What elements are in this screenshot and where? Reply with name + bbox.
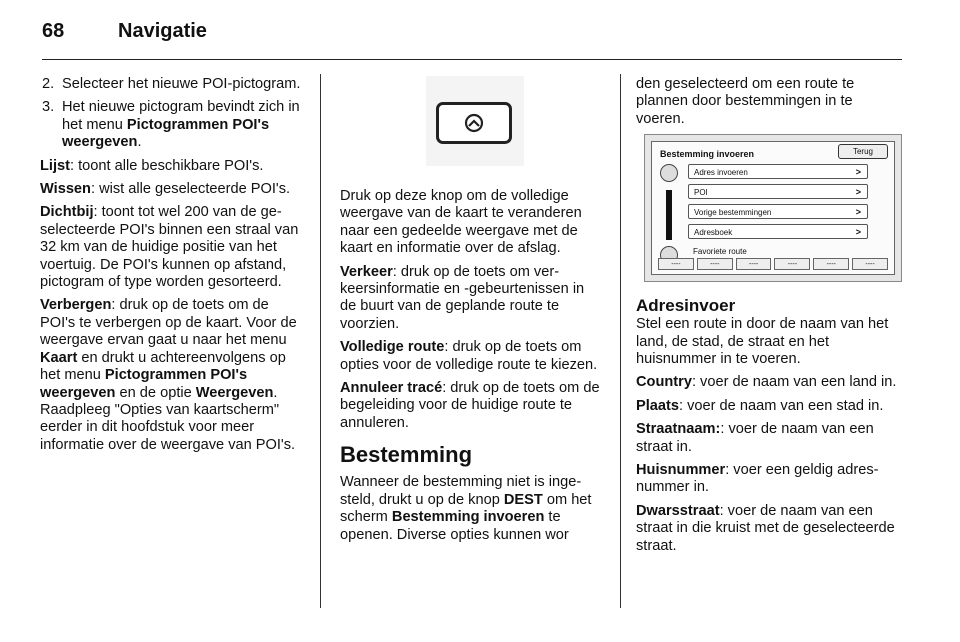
- verkeer-paragraph: [340, 264, 604, 334]
- row-vorige-bestemmingen: [688, 204, 868, 219]
- straatnaam-paragraph: [636, 421, 902, 456]
- dichtbij-paragraph: [40, 204, 304, 291]
- dwarsstraat-text: : voer de naam van een straat in die kruist met de geselecteerde straat.: [636, 502, 895, 554]
- split-view-description: Druk op deze knop om de volledige weergave van de kaart te veranderen naar een gedeelde weergave met de kaart en informatie over de afslag.: [340, 188, 582, 257]
- step-2: [40, 76, 304, 93]
- page-number: 68: [42, 20, 65, 42]
- volledige-route-paragraph: [340, 339, 604, 374]
- wissen-paragraph: [40, 181, 304, 198]
- verbergen-text-3: en de optie: [115, 384, 196, 401]
- row-label: Adres invoeren: [694, 168, 748, 178]
- dwarsstraat-term: Dwarsstraat: [636, 502, 720, 519]
- section-heading-bestemming: Bestemming: [340, 442, 473, 468]
- plaats-paragraph: [636, 398, 902, 415]
- dwarsstraat-paragraph: [636, 503, 902, 555]
- volledige-route-term: Volledige route: [340, 339, 445, 356]
- back-button: Terug: [838, 144, 888, 159]
- country-paragraph: [636, 374, 902, 391]
- bottom-tab: ----: [774, 258, 810, 270]
- chevron-right-icon: >: [855, 167, 861, 178]
- bottom-tab: ----: [852, 258, 888, 270]
- row-poi: [688, 184, 868, 199]
- step-2-text: Selecteer het nieuwe POI-pictogram.: [62, 76, 301, 92]
- lijst-paragraph: [40, 158, 304, 175]
- verkeer-text: : druk op de toets om verkeersinformatie en -gebeurtenissen in de buurt van de geplande route te voorzien.: [340, 263, 585, 332]
- lijst-term: Lijst: [40, 157, 70, 174]
- lijst-text: : toont alle beschikbare POI's.: [70, 157, 264, 174]
- destination-screen: [651, 141, 895, 275]
- country-text: : voer de naam van een land in.: [691, 374, 897, 391]
- destination-screen-illustration: [644, 134, 902, 282]
- chevron-right-icon: >: [855, 187, 861, 198]
- column-3: [636, 76, 902, 561]
- column-divider-2: [620, 74, 621, 608]
- header-divider: [42, 59, 902, 60]
- chevron-right-icon: >: [855, 207, 861, 218]
- split-view-button-illustration: [426, 76, 524, 166]
- split-view-button: [436, 102, 512, 144]
- row-label: Favoriete route: [693, 247, 747, 257]
- volledige-route-text: : druk op de toets om opties voor de volledige route te kiezen.: [340, 339, 598, 373]
- annuleer-term: Annuleer tracé: [340, 380, 443, 397]
- verkeer-term: Verkeer: [340, 263, 393, 280]
- step-3: [40, 99, 304, 151]
- bestemming-text-1: Wanneer de bestemming niet is ingesteld, drukt u op de knop: [340, 474, 582, 508]
- annuleer-paragraph: [340, 380, 604, 432]
- scrollbar-icon: [666, 190, 672, 240]
- map-split-icon: [463, 110, 485, 136]
- wissen-text: : wist alle geselecteerde POI's.: [90, 181, 291, 198]
- row-label: POI: [694, 188, 708, 198]
- verbergen-bold-1: Kaart: [40, 349, 78, 366]
- page-header: [42, 14, 902, 54]
- step-2-number: 2.: [42, 76, 55, 92]
- bestemming-screen-name: Bestemming invoeren: [391, 509, 545, 526]
- step-3-text: Het nieuwe pictogram bevindt zich in het menu: [62, 99, 300, 133]
- column-2: [340, 76, 604, 550]
- verbergen-text-4: . Raadpleeg "Opties van kaartscherm" eerder in dit hoofdstuk voor meer informatie over de weergave van POI's.: [40, 384, 296, 453]
- row-favoriete-route: [688, 244, 868, 259]
- row-adresboek: [688, 224, 868, 239]
- row-label: Adresboek: [694, 228, 733, 238]
- plaats-term: Plaats: [636, 397, 679, 414]
- continued-text: den geselecteerd om een route te plannen door bestemmingen in te voeren.: [636, 76, 855, 127]
- huisnummer-paragraph: [636, 462, 902, 497]
- straatnaam-term: Straatnaam:: [636, 421, 721, 438]
- dichtbij-term: Dichtbij: [40, 204, 94, 221]
- verbergen-term: Verbergen: [40, 297, 112, 314]
- step-3-number: 3.: [42, 99, 55, 116]
- bottom-tab: ----: [813, 258, 849, 270]
- plaats-text: : voer de naam van een stad in.: [679, 397, 884, 414]
- adresinvoer-intro: Stel een route in door de naam van het land, de stad, de straat en het huisnummer in te voeren.: [636, 316, 889, 368]
- bestemming-text-3: te openen. Diverse opties kunnen wor: [340, 509, 569, 543]
- scroll-up-icon: [660, 164, 678, 182]
- step-3-end: .: [137, 134, 142, 151]
- straatnaam-text: : voer de naam van een straat in.: [636, 421, 874, 455]
- bestemming-text-2: om het scherm: [340, 491, 592, 526]
- verbergen-text-1: : druk op de toets om de POI's te verbergen op de kaart. Voor de weergave ervan gaat u naar het menu: [40, 297, 297, 349]
- bestemming-paragraph: [340, 474, 604, 544]
- dest-key-label: DEST: [503, 491, 543, 508]
- page-title: Navigatie: [118, 20, 207, 42]
- bottom-tab: ----: [658, 258, 694, 270]
- huisnummer-term: Huisnummer: [636, 462, 726, 479]
- annuleer-text: : druk op de toets om de begeleiding voor de huidige route te annuleren.: [340, 380, 600, 431]
- column-divider-1: [320, 74, 321, 608]
- verbergen-bold-3: Weergeven: [195, 384, 274, 401]
- chevron-right-icon: >: [855, 227, 861, 238]
- bottom-tab: ----: [736, 258, 772, 270]
- step-3-menu-name: Pictogrammen POI's weergeven: [62, 116, 270, 151]
- bottom-tab-bar: [658, 258, 888, 270]
- huisnummer-text: : voer een geldig adresnummer in.: [636, 462, 879, 496]
- section-heading-adresinvoer: Adresinvoer: [636, 296, 736, 316]
- screen-title: Bestemming invoeren: [660, 149, 755, 160]
- dichtbij-text: : toont tot wel 200 van de geselecteerde POI's binnen een straal van 32 km van de huidige positie van het voertuig. De POI's kunnen op afstand, pictogram of type worden gesorteerd.: [40, 204, 299, 291]
- verbergen-paragraph: [40, 297, 304, 454]
- country-term: Country: [636, 374, 692, 391]
- row-adres-invoeren: [688, 164, 868, 179]
- column-1: [40, 76, 304, 460]
- wissen-term: Wissen: [40, 181, 91, 198]
- verbergen-bold-2: Pictogrammen POI's weergeven: [40, 367, 248, 401]
- bottom-tab: ----: [697, 258, 733, 270]
- row-label: Vorige bestemmingen: [694, 208, 772, 218]
- verbergen-text-2: en drukt u achtereenvolgens op het menu: [40, 349, 286, 384]
